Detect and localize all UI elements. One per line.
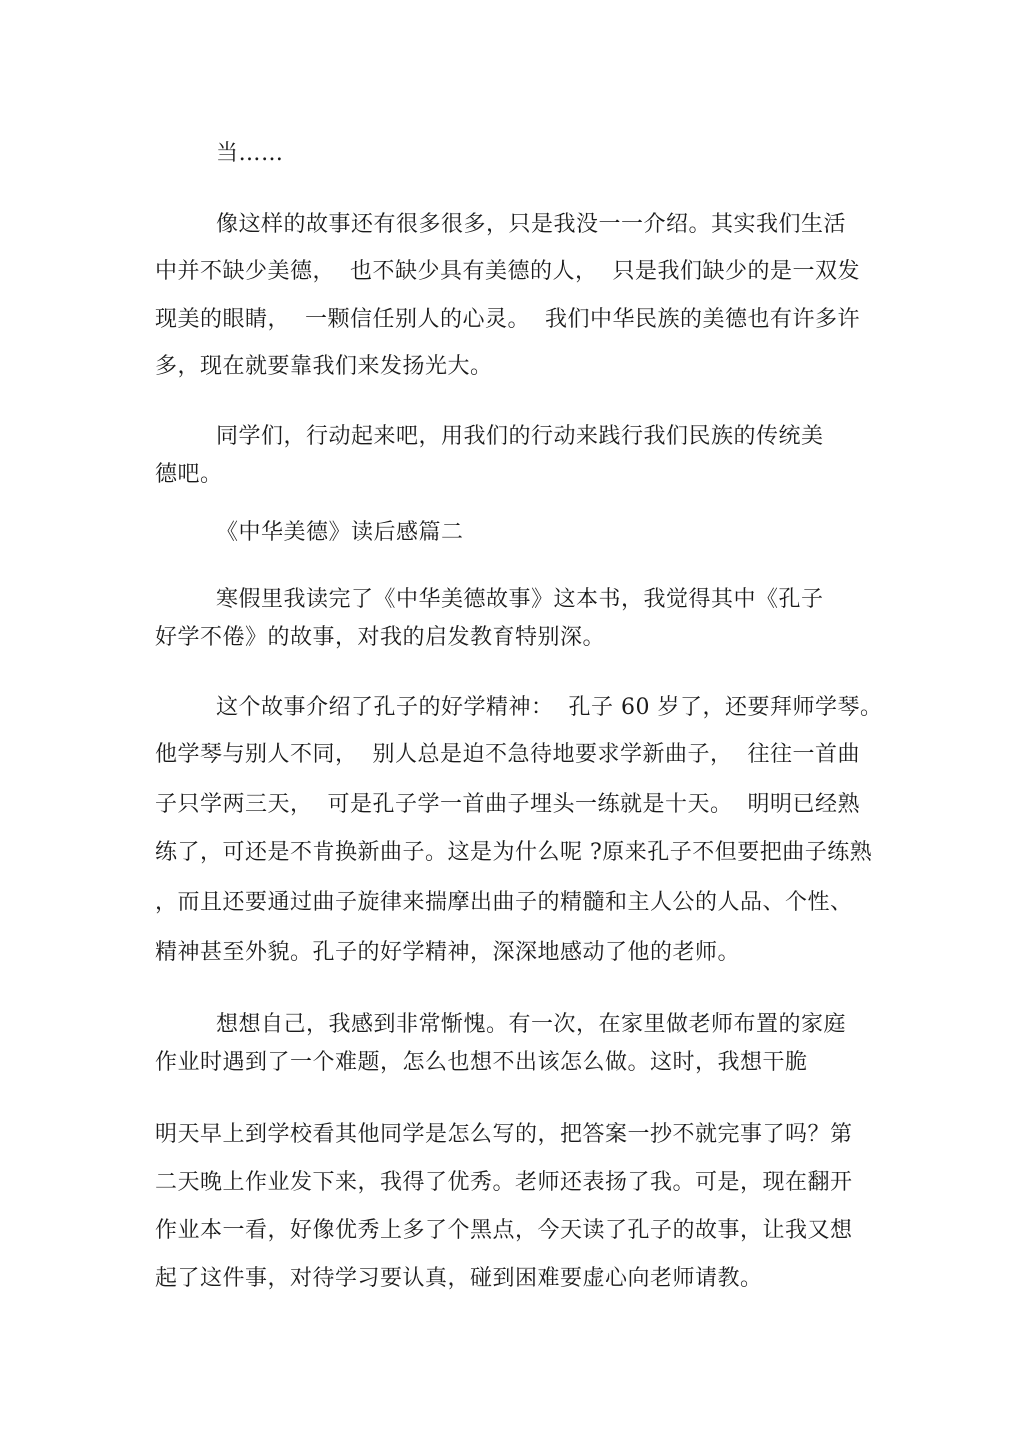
text-line: 这个故事介绍了孔子的好学精神： 孔子 60 岁了，还要拜师学琴。: [216, 695, 883, 720]
text-line: 起了这件事，对待学习要认真，碰到困难要虚心向老师请教。: [155, 1266, 763, 1291]
text-line: 练了，可还是不肯换新曲子。这是为什么呢 ?原来孔子不但要把曲子练熟: [155, 840, 873, 865]
text-line: 当……: [216, 141, 284, 166]
text-line: 子只学两三天， 可是孔子学一首曲子埋头一练就是十天。 明明已经熟: [155, 792, 860, 817]
text-line: 德吧。: [155, 462, 223, 487]
text-line: 二天晚上作业发下来，我得了优秀。老师还表扬了我。可是，现在翻开: [155, 1170, 853, 1195]
text-line: 作业本一看，好像优秀上多了个黑点，今天读了孔子的故事，让我又想: [155, 1218, 853, 1243]
section-heading: 《中华美德》读后感篇二: [216, 520, 464, 545]
text-line: 现美的眼睛， 一颗信任别人的心灵。 我们中华民族的美德也有许多许: [155, 307, 860, 332]
text-line: 明天早上到学校看其他同学是怎么写的，把答案一抄不就完事了吗？第: [155, 1122, 853, 1147]
text-line: 好学不倦》的故事，对我的启发教育特别深。: [155, 625, 606, 650]
text-line: 寒假里我读完了《中华美德故事》这本书，我觉得其中《孔子: [216, 587, 824, 612]
text-line: 想想自己，我感到非常惭愧。有一次，在家里做老师布置的家庭: [216, 1012, 847, 1037]
text-line: 精神甚至外貌。孔子的好学精神，深深地感动了他的老师。: [155, 940, 741, 965]
text-line: 同学们，行动起来吧，用我们的行动来践行我们民族的传统美: [216, 424, 824, 449]
text-line: 多，现在就要靠我们来发扬光大。: [155, 354, 493, 379]
text-line: 作业时遇到了一个难题，怎么也想不出该怎么做。这时，我想干脆: [155, 1050, 808, 1075]
text-line: ，而且还要通过曲子旋律来揣摩出曲子的精髓和主人公的人品、个性、: [155, 890, 853, 915]
text-line: 像这样的故事还有很多很多，只是我没一一介绍。其实我们生活: [216, 212, 847, 237]
text-line: 他学琴与别人不同， 别人总是迫不急待地要求学新曲子， 往往一首曲: [155, 742, 860, 767]
text-line: 中并不缺少美德， 也不缺少具有美德的人， 只是我们缺少的是一双发: [155, 259, 860, 284]
